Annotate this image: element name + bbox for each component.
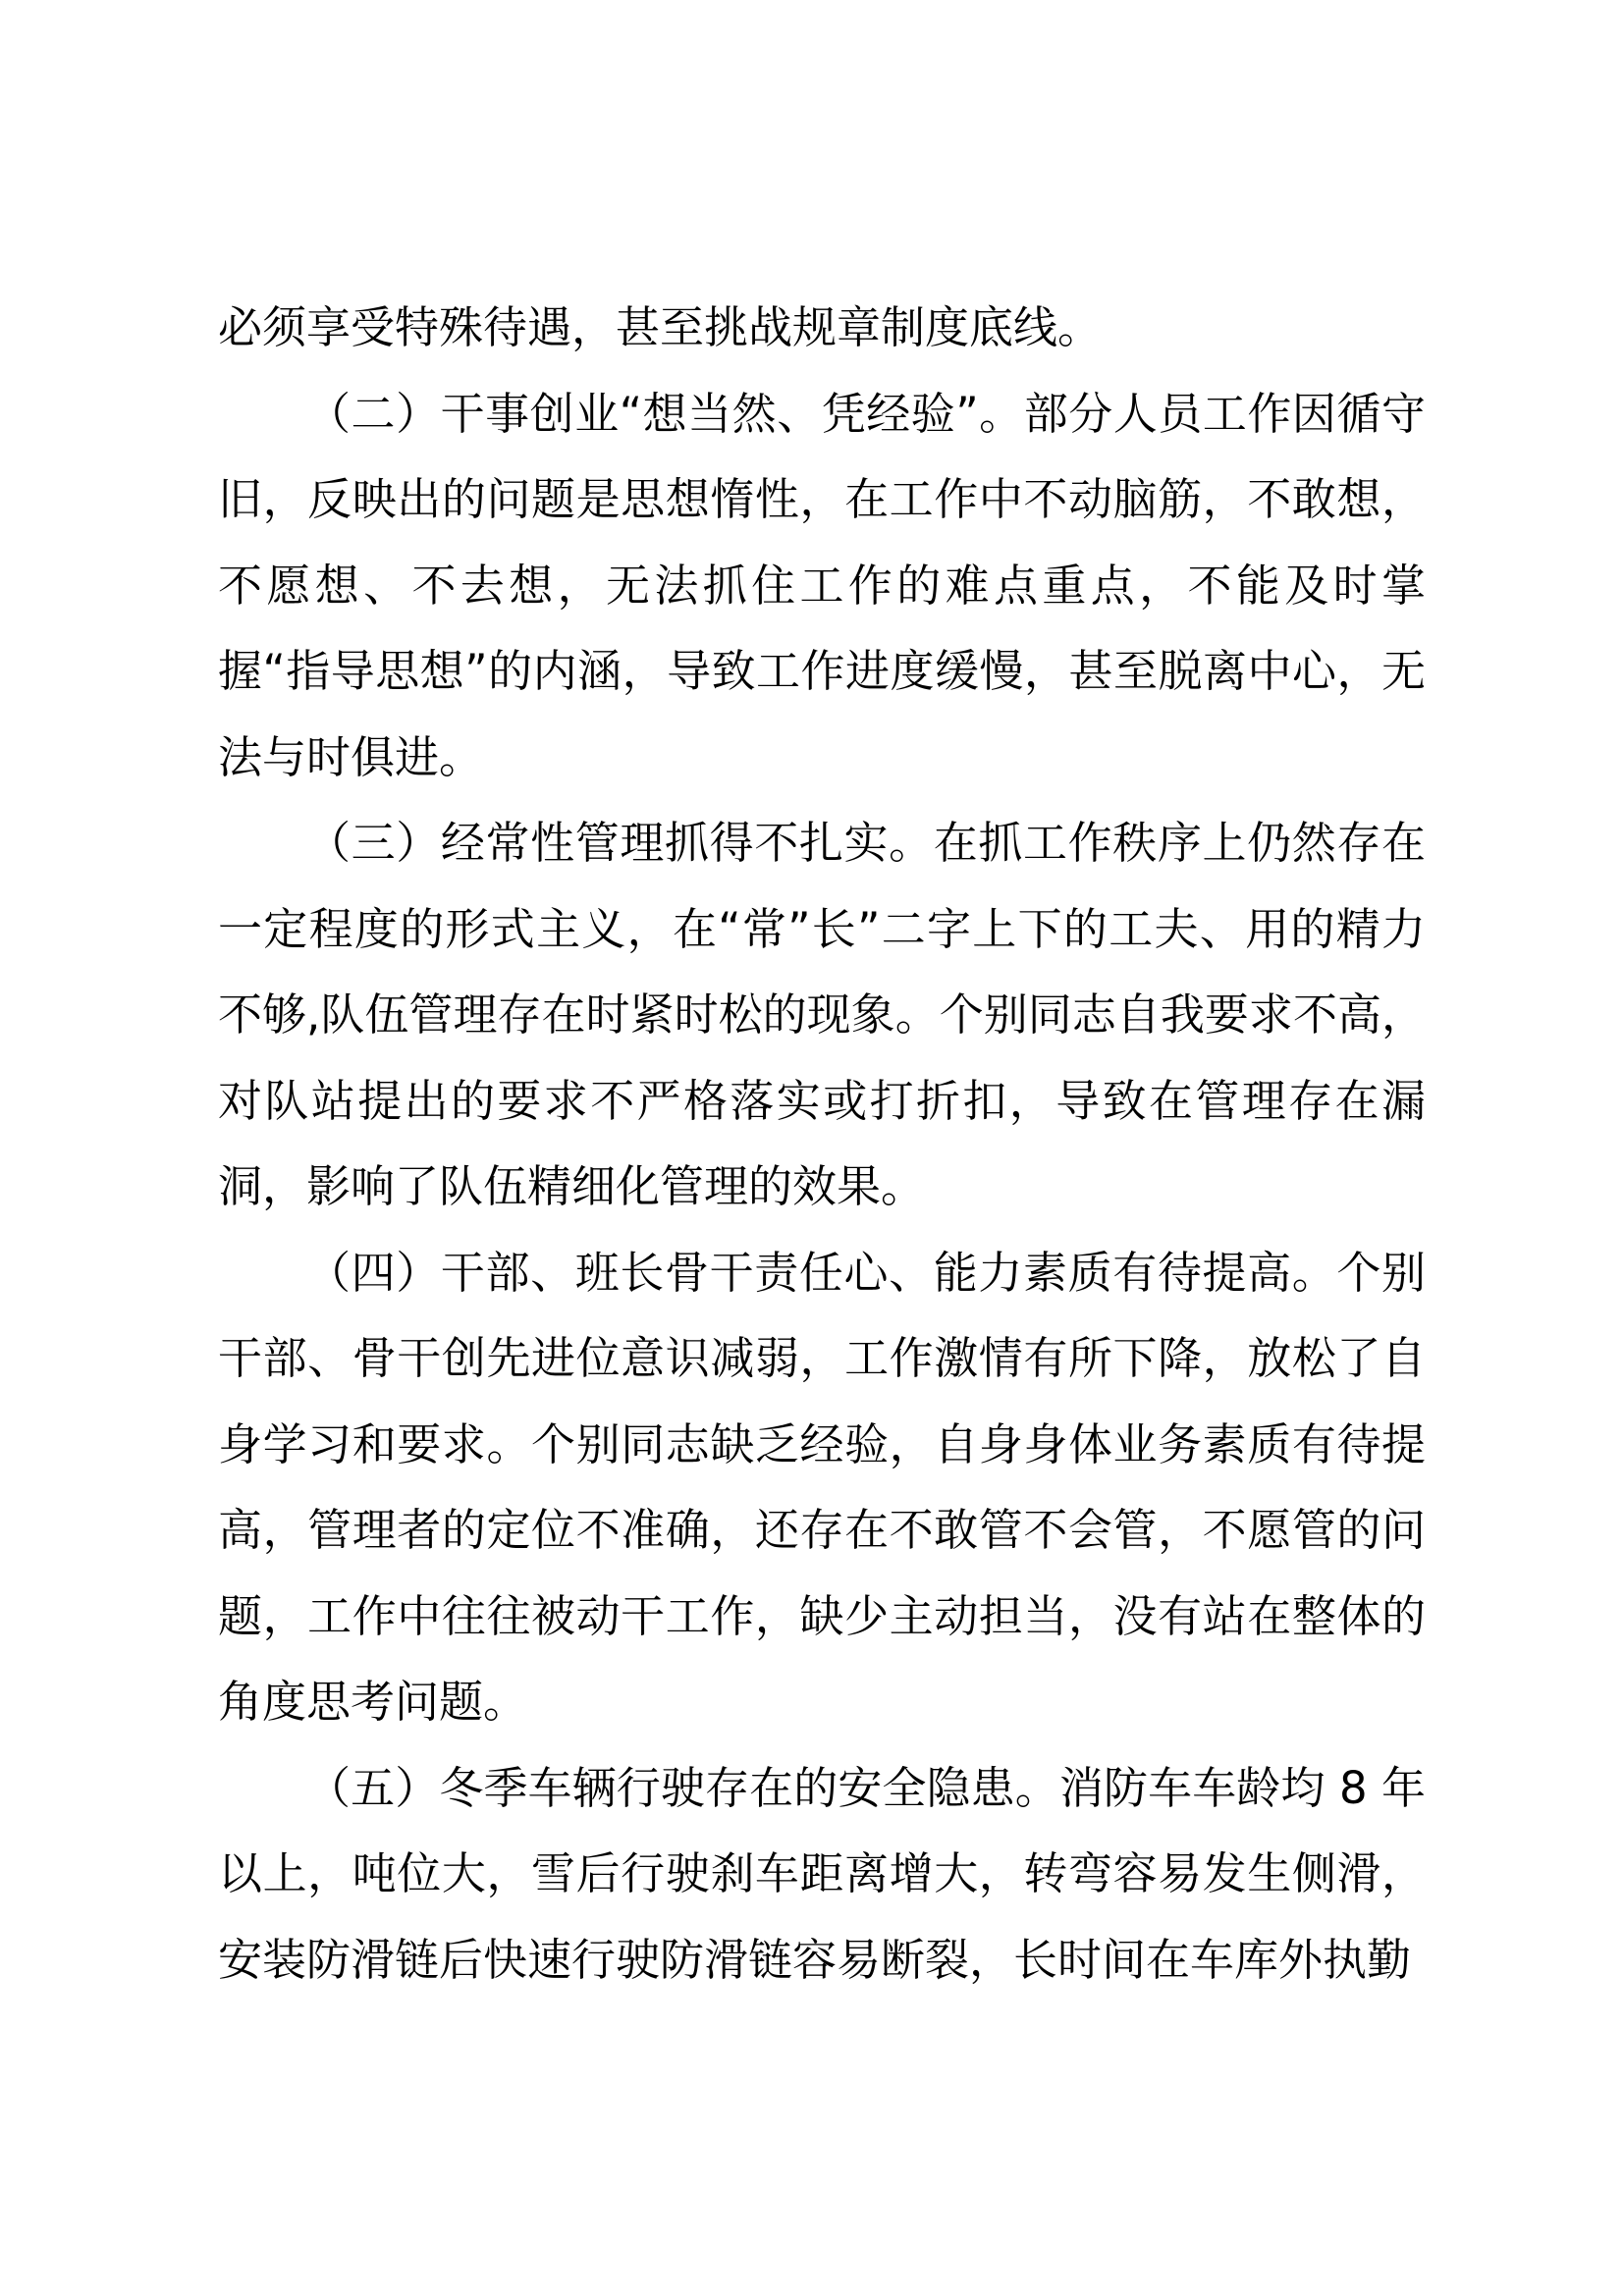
paragraph-section-2: （二）干事创业“想当然、凭经验”。部分人员工作因循守旧，反映出的问题是思想惰性，在工作中不动脑筋，不敢想，不愿想、不去想，无法抓住工作的难点重点，不能及时掌握“指导思想”的内涵，导致工作进度缓慢，甚至脱离中心，无法与时俱进。 <box>218 387 1426 783</box>
paragraph-section-5: （五）冬季车辆行驶存在的安全隐患。消防车车龄均 8 年以上，吨位大，雪后行驶刹车距离增大，转弯容易发生侧滑，安装防滑链后快速行驶防滑链容易断裂，长时间在车库外执勤 <box>218 1761 1426 1986</box>
paragraph-section-4: （四）干部、班长骨干责任心、能力素质有待提高。个别干部、骨干创先进位意识减弱，工作激情有所下降，放松了自身学习和要求。个别同志缺乏经验，自身身体业务素质有待提高，管理者的定位不准确，还存在不敢管不会管，不愿管的问题，工作中往往被动干工作，缺少主动担当，没有站在整体的角度思考问题。 <box>218 1246 1426 1728</box>
document-body <box>218 285 1426 2002</box>
paragraph-section-3: （三）经常性管理抓得不扎实。在抓工作秩序上仍然存在一定程度的形式主义，在“常”长”二字上下的工夫、用的精力不够,队伍管理存在时紧时松的现象。个别同志自我要求不高，对队站提出的要求不严格落实或打折扣，导致在管理存在漏洞，影响了队伍精细化管理的效果。 <box>218 817 1426 1212</box>
paragraph-continuation: 必须享受特殊待遇，甚至挑战规章制度底线。 <box>218 301 1103 353</box>
